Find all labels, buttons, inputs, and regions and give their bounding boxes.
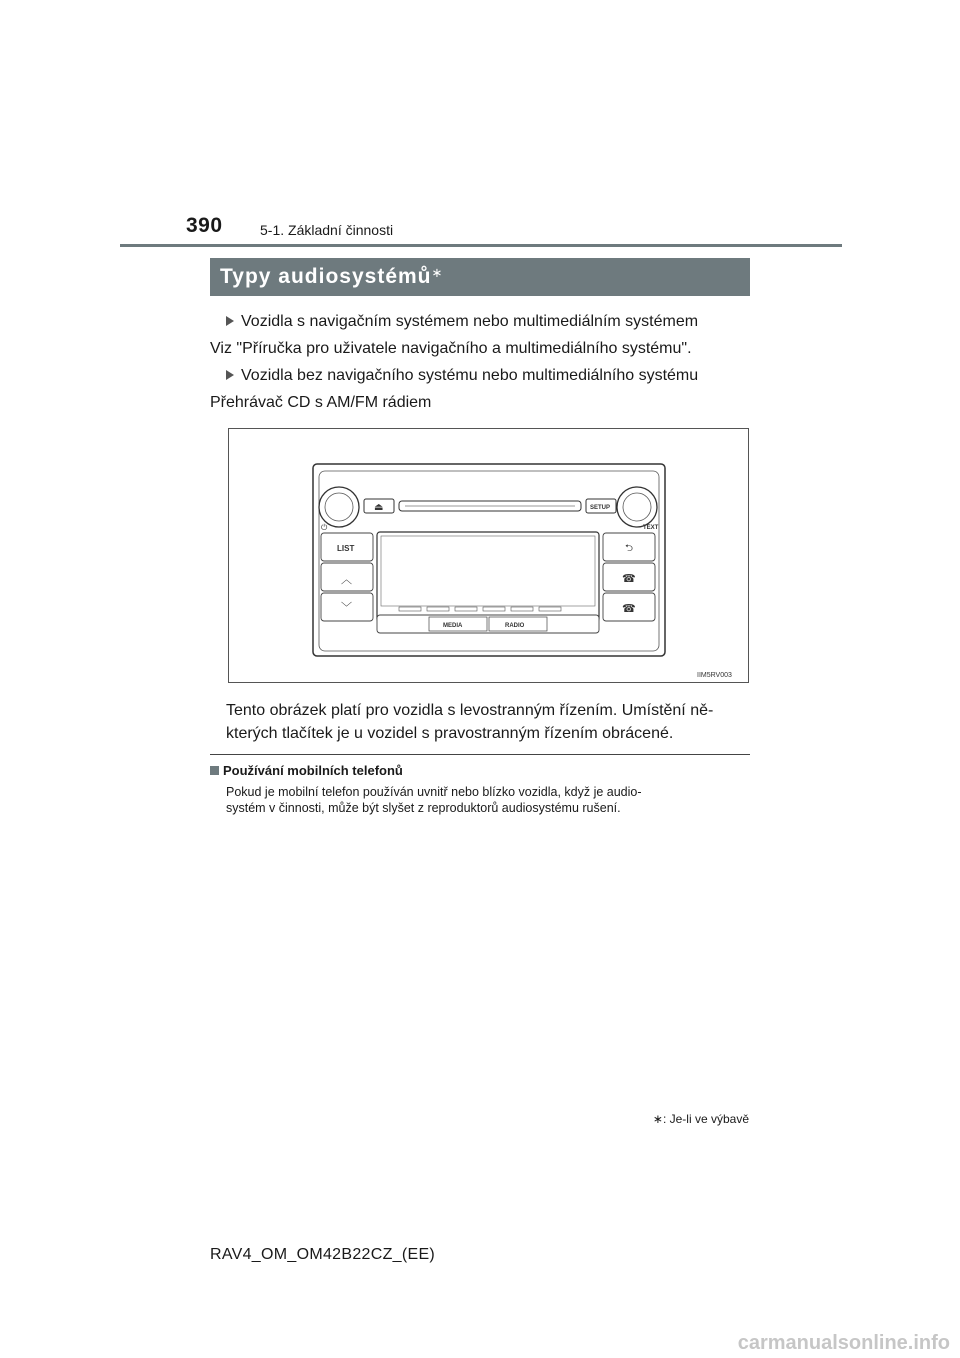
subsection-heading xyxy=(210,763,403,778)
text-label: TEXT xyxy=(643,525,659,531)
bullet-no-navigation-vehicles xyxy=(226,367,698,385)
subsection-title: Používání mobilních telefonů xyxy=(223,763,403,778)
optional-equipment-mark: ∗ xyxy=(431,265,444,280)
header-rule xyxy=(120,244,842,247)
chevron-up-icon: ︿ xyxy=(341,574,352,586)
tune-knob xyxy=(617,487,657,527)
source-button-bar xyxy=(377,615,599,633)
audio-unit-drawing xyxy=(229,429,748,682)
setup-label: SETUP xyxy=(590,505,611,511)
phone-hangup-icon: ☎ xyxy=(622,603,636,615)
subsection-body xyxy=(226,784,748,816)
footnote xyxy=(653,1112,749,1126)
volume-knob xyxy=(319,487,359,527)
bullet-text: Vozidla s navigačním systémem nebo multimediálním systémem xyxy=(241,313,699,330)
footnote-text: : Je-li ve výbavě xyxy=(662,1112,749,1126)
chapter-title: 5-1. Základní činnosti xyxy=(260,222,394,238)
subsection-line-2: systém v činnosti, může být slyšet z reproduktorů audiosystému rušení. xyxy=(226,801,621,815)
square-bullet-icon xyxy=(210,766,219,775)
triangle-bullet-icon xyxy=(226,370,234,380)
watermark: carmanualsonline.info xyxy=(737,1332,950,1354)
phone-pickup-icon: ☎ xyxy=(622,573,636,585)
footnote-mark: ∗ xyxy=(652,1112,663,1126)
back-icon: ⮌ xyxy=(625,543,634,554)
subsection-line-1: Pokud je mobilní telefon používán uvnitř nebo blízko vozidla, když je audio- xyxy=(226,785,642,799)
section-title-bar xyxy=(210,258,750,296)
cd-player-text: Přehrávač CD s AM/FM rádiem xyxy=(210,394,432,411)
reference-text: Viz "Příručka pro uživatele navigačního a multimediálního systému". xyxy=(210,340,692,357)
note-line-2: kterých tlačítek je u vozidel s pravostranným řízením obrácené. xyxy=(226,725,674,742)
chevron-down-icon: ﹀ xyxy=(341,602,352,614)
bullet-text: Vozidla bez navigačního systému nebo multimediálního systému xyxy=(241,367,699,384)
figure-note xyxy=(226,699,748,745)
section-title: Typy audiosystémů xyxy=(220,265,432,288)
power-icon: ⏻ xyxy=(321,523,328,532)
note-line-1: Tento obrázek platí pro vozidla s levostranným řízením. Umístění ně- xyxy=(226,702,714,719)
media-label: MEDIA xyxy=(443,623,463,629)
figure-code: IIM5RV003 xyxy=(697,672,732,679)
triangle-bullet-icon xyxy=(226,316,234,326)
eject-icon: ⏏ xyxy=(374,502,384,513)
radio-label: RADIO xyxy=(505,623,525,629)
document-code: RAV4_OM_OM42B22CZ_(EE) xyxy=(210,1246,436,1263)
audio-unit-figure xyxy=(228,428,749,683)
bullet-navigation-vehicles xyxy=(226,313,698,331)
section-divider xyxy=(210,754,750,755)
list-label: LIST xyxy=(337,544,355,553)
page-number: 390 xyxy=(186,214,223,237)
